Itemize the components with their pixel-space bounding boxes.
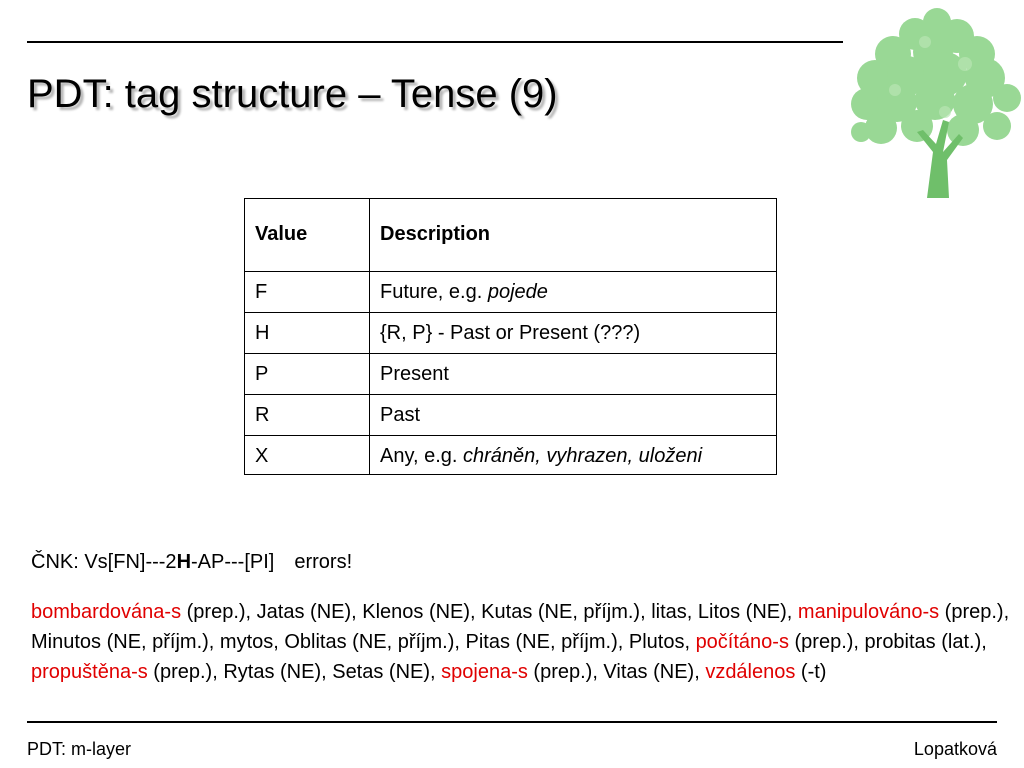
cnk-query-suffix: -AP---[PI] — [191, 551, 275, 573]
bottom-rule — [27, 721, 997, 723]
example-word: pojede — [487, 281, 548, 303]
tense-description — [370, 395, 777, 436]
error-form-red: propuštěna-s — [31, 661, 148, 683]
tense-value: X — [245, 436, 370, 475]
tense-description — [370, 436, 777, 475]
description-text: Any, e.g. — [380, 445, 464, 467]
table-row — [245, 395, 777, 436]
error-form-red: spojena-s — [441, 661, 528, 683]
error-text: (prep.), Jatas (NE), Klenos (NE), Kutas (NE, příjm.), litas, Litos (NE), — [181, 601, 798, 623]
value-column-header: Value — [245, 199, 370, 272]
slide-title: PDT: tag structure – Tense (9) — [27, 72, 558, 116]
error-text: (prep.), probitas (lat.), — [788, 631, 987, 653]
error-text: (prep.), Vitas (NE), — [527, 661, 706, 683]
cnk-query-prefix: ČNK: Vs[FN]---2 — [31, 551, 177, 573]
error-form-red: manipulováno-s — [797, 601, 940, 623]
table-row — [245, 272, 777, 313]
description-text: {R, P} - Past or Present (???) — [380, 322, 641, 344]
description-text: Present — [380, 363, 449, 385]
tense-value: H — [245, 313, 370, 354]
description-text: Past — [380, 404, 421, 426]
cnk-query-bold: H — [176, 551, 192, 573]
description-text: Future, e.g. — [380, 281, 488, 303]
example-word: chráněn, vyhrazen, uloženi — [463, 445, 703, 467]
footer-right: Lopatková — [913, 739, 997, 759]
tense-description — [370, 313, 777, 354]
errors-list — [31, 597, 1016, 687]
error-form-red: bombardována-s — [31, 601, 182, 623]
tense-description — [370, 272, 777, 313]
table-row — [245, 354, 777, 395]
table-row — [245, 313, 777, 354]
tense-value: F — [245, 272, 370, 313]
tense-value: P — [245, 354, 370, 395]
error-text: (-t) — [795, 661, 827, 683]
cnk-query — [31, 551, 352, 574]
error-text: (prep.), Rytas (NE), Setas (NE), — [147, 661, 442, 683]
tree-icon — [845, 2, 1023, 200]
error-text: (prep.), Minutos (NE, příjm.), mytos, Oblitas (NE, příjm.), Pitas (NE, příjm.), Plutos, — [31, 601, 1010, 653]
cnk-errors-note: errors! — [294, 551, 353, 573]
footer-left: PDT: m-layer — [27, 739, 132, 759]
tense-description — [370, 354, 777, 395]
table-header-row — [245, 199, 777, 272]
tense-value: R — [245, 395, 370, 436]
tense-table — [244, 198, 777, 475]
top-rule — [27, 41, 843, 43]
error-form-red: vzdálenos — [705, 661, 796, 683]
error-form-red: počítáno-s — [695, 631, 789, 653]
table-row — [245, 436, 777, 475]
description-column-header: Description — [370, 199, 777, 272]
